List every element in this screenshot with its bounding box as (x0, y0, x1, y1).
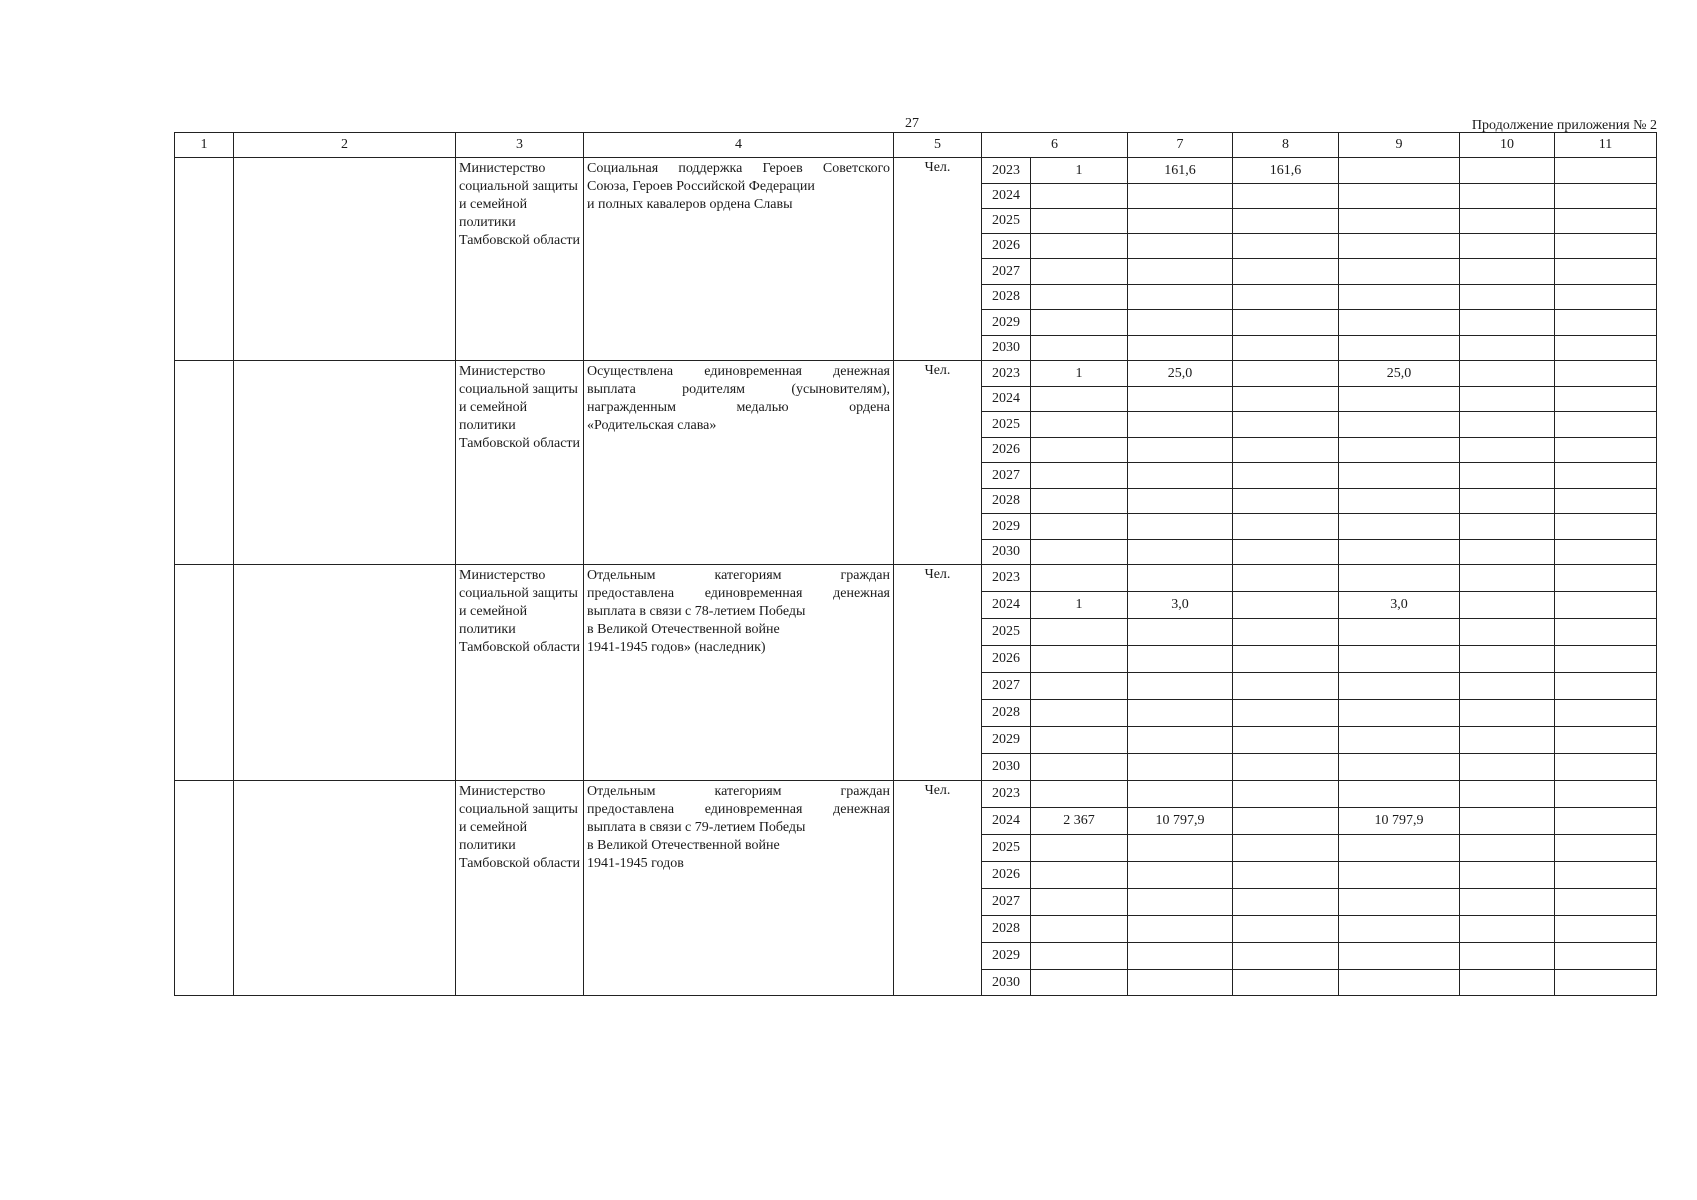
year-cell: 2030 (982, 970, 1031, 996)
description-cell (584, 158, 894, 361)
value-cell-9 (1339, 184, 1460, 209)
value-cell-9 (1339, 259, 1460, 285)
value-cell-9 (1339, 285, 1460, 310)
value-cell-7 (1128, 943, 1233, 970)
value-cell-6 (1031, 209, 1128, 234)
row-number-cell (175, 565, 234, 781)
value-cell-6 (1031, 646, 1128, 673)
table-row (175, 781, 1657, 808)
value-cell-11 (1555, 234, 1657, 259)
value-cell-6 (1031, 916, 1128, 943)
description-line: выплата в связи с 79-летием Победы (587, 820, 806, 835)
measure-name-cell (234, 158, 456, 361)
value-cell-7 (1128, 387, 1233, 412)
value-cell-8 (1233, 592, 1339, 619)
value-cell-7 (1128, 862, 1233, 889)
value-cell-6 (1031, 310, 1128, 336)
description-line: Социальная поддержка Героев Советского (587, 161, 890, 176)
year-cell: 2030 (982, 336, 1031, 361)
description-line: 1941-1945 годов» (наследник) (587, 640, 766, 655)
value-cell-9 (1339, 234, 1460, 259)
year-cell: 2029 (982, 727, 1031, 754)
value-cell-8 (1233, 412, 1339, 438)
value-cell-11 (1555, 970, 1657, 996)
value-cell-11 (1555, 184, 1657, 209)
value-cell-10 (1460, 970, 1555, 996)
value-cell-9 (1339, 209, 1460, 234)
value-cell-10 (1460, 158, 1555, 184)
description-cell (584, 781, 894, 996)
value-cell-7 (1128, 700, 1233, 727)
value-cell-10 (1460, 361, 1555, 387)
value-cell-6: 1 (1031, 592, 1128, 619)
value-cell-7 (1128, 835, 1233, 862)
value-cell-8 (1233, 285, 1339, 310)
value-cell-10 (1460, 514, 1555, 540)
year-cell: 2024 (982, 808, 1031, 835)
value-cell-9: 10 797,9 (1339, 808, 1460, 835)
value-cell-8 (1233, 754, 1339, 781)
value-cell-9 (1339, 619, 1460, 646)
table-body (175, 158, 1657, 996)
year-cell: 2026 (982, 862, 1031, 889)
value-cell-9 (1339, 489, 1460, 514)
value-cell-8: 161,6 (1233, 158, 1339, 184)
value-cell-11 (1555, 754, 1657, 781)
value-cell-11 (1555, 565, 1657, 592)
row-number-cell (175, 781, 234, 996)
value-cell-8 (1233, 835, 1339, 862)
column-header: 5 (894, 133, 982, 158)
value-cell-6: 1 (1031, 158, 1128, 184)
value-cell-7 (1128, 781, 1233, 808)
value-cell-10 (1460, 234, 1555, 259)
description-line: Отдельным категориям граждан (587, 568, 890, 583)
value-cell-6 (1031, 862, 1128, 889)
value-cell-6 (1031, 619, 1128, 646)
value-cell-9 (1339, 336, 1460, 361)
value-cell-7 (1128, 754, 1233, 781)
value-cell-9 (1339, 916, 1460, 943)
year-cell: 2029 (982, 310, 1031, 336)
value-cell-9 (1339, 970, 1460, 996)
value-cell-9 (1339, 438, 1460, 463)
year-cell: 2030 (982, 540, 1031, 565)
value-cell-9 (1339, 540, 1460, 565)
value-cell-7 (1128, 514, 1233, 540)
value-cell-11 (1555, 336, 1657, 361)
value-cell-11 (1555, 700, 1657, 727)
column-header: 4 (584, 133, 894, 158)
year-cell: 2027 (982, 673, 1031, 700)
value-cell-6 (1031, 489, 1128, 514)
value-cell-9 (1339, 463, 1460, 489)
value-cell-11 (1555, 285, 1657, 310)
value-cell-7 (1128, 184, 1233, 209)
year-cell: 2029 (982, 943, 1031, 970)
value-cell-9 (1339, 565, 1460, 592)
value-cell-11 (1555, 259, 1657, 285)
value-cell-10 (1460, 412, 1555, 438)
value-cell-8 (1233, 209, 1339, 234)
value-cell-10 (1460, 808, 1555, 835)
row-number-cell (175, 158, 234, 361)
value-cell-8 (1233, 234, 1339, 259)
description-line: выплата в связи с 78-летием Победы (587, 604, 806, 619)
value-cell-8 (1233, 336, 1339, 361)
value-cell-11 (1555, 646, 1657, 673)
value-cell-6: 1 (1031, 361, 1128, 387)
value-cell-8 (1233, 565, 1339, 592)
year-cell: 2028 (982, 285, 1031, 310)
value-cell-10 (1460, 754, 1555, 781)
value-cell-8 (1233, 646, 1339, 673)
year-cell: 2025 (982, 835, 1031, 862)
executor-cell: Министерство социальной защиты и семейной политики Тамбовской области (456, 158, 584, 361)
value-cell-10 (1460, 781, 1555, 808)
value-cell-6 (1031, 970, 1128, 996)
value-cell-7: 161,6 (1128, 158, 1233, 184)
year-cell: 2024 (982, 592, 1031, 619)
continuation-label: Продолжение приложения № 2 (1471, 118, 1657, 133)
value-cell-7 (1128, 646, 1233, 673)
value-cell-10 (1460, 285, 1555, 310)
row-number-cell (175, 361, 234, 565)
value-cell-10 (1460, 700, 1555, 727)
value-cell-9 (1339, 727, 1460, 754)
value-cell-7 (1128, 234, 1233, 259)
description-line: и полных кавалеров ордена Славы (587, 197, 793, 212)
value-cell-11 (1555, 361, 1657, 387)
value-cell-8 (1233, 489, 1339, 514)
value-cell-6 (1031, 727, 1128, 754)
value-cell-6: 2 367 (1031, 808, 1128, 835)
value-cell-7: 25,0 (1128, 361, 1233, 387)
value-cell-11 (1555, 540, 1657, 565)
value-cell-8 (1233, 310, 1339, 336)
value-cell-11 (1555, 673, 1657, 700)
value-cell-10 (1460, 646, 1555, 673)
value-cell-11 (1555, 412, 1657, 438)
value-cell-8 (1233, 781, 1339, 808)
description-line: Союза, Героев Российской Федерации (587, 179, 815, 194)
value-cell-11 (1555, 209, 1657, 234)
table-row (175, 158, 1657, 184)
column-number-row (175, 133, 1657, 158)
column-header: 1 (175, 133, 234, 158)
description-line: в Великой Отечественной войне (587, 838, 780, 853)
value-cell-7 (1128, 619, 1233, 646)
value-cell-7 (1128, 489, 1233, 514)
executor-cell: Министерство социальной защиты и семейной политики Тамбовской области (456, 565, 584, 781)
value-cell-10 (1460, 387, 1555, 412)
year-cell: 2026 (982, 646, 1031, 673)
value-cell-7: 3,0 (1128, 592, 1233, 619)
value-cell-6 (1031, 835, 1128, 862)
value-cell-6 (1031, 285, 1128, 310)
value-cell-9 (1339, 387, 1460, 412)
description-line: предоставлена единовременная денежная (587, 586, 890, 601)
year-cell: 2026 (982, 234, 1031, 259)
value-cell-11 (1555, 158, 1657, 184)
value-cell-8 (1233, 727, 1339, 754)
value-cell-10 (1460, 184, 1555, 209)
value-cell-9 (1339, 514, 1460, 540)
value-cell-9 (1339, 781, 1460, 808)
value-cell-9 (1339, 412, 1460, 438)
value-cell-7 (1128, 970, 1233, 996)
unit-cell: Чел. (894, 361, 982, 565)
value-cell-7 (1128, 336, 1233, 361)
value-cell-6 (1031, 438, 1128, 463)
value-cell-11 (1555, 489, 1657, 514)
value-cell-11 (1555, 781, 1657, 808)
value-cell-6 (1031, 754, 1128, 781)
table-row (175, 361, 1657, 387)
column-header: 8 (1233, 133, 1339, 158)
value-cell-10 (1460, 463, 1555, 489)
value-cell-6 (1031, 943, 1128, 970)
value-cell-8 (1233, 463, 1339, 489)
value-cell-6 (1031, 336, 1128, 361)
description-line: Осуществлена единовременная денежная (587, 364, 890, 379)
value-cell-8 (1233, 259, 1339, 285)
year-cell: 2027 (982, 259, 1031, 285)
value-cell-6 (1031, 540, 1128, 565)
year-cell: 2025 (982, 412, 1031, 438)
description-line: Отдельным категориям граждан (587, 784, 890, 799)
value-cell-9 (1339, 158, 1460, 184)
value-cell-10 (1460, 540, 1555, 565)
value-cell-6 (1031, 673, 1128, 700)
description-line: предоставлена единовременная денежная (587, 802, 890, 817)
value-cell-10 (1460, 438, 1555, 463)
value-cell-7 (1128, 540, 1233, 565)
measure-name-cell (234, 565, 456, 781)
value-cell-10 (1460, 889, 1555, 916)
year-cell: 2023 (982, 781, 1031, 808)
year-cell: 2027 (982, 889, 1031, 916)
year-cell: 2026 (982, 438, 1031, 463)
value-cell-9: 25,0 (1339, 361, 1460, 387)
value-cell-8 (1233, 387, 1339, 412)
year-cell: 2024 (982, 387, 1031, 412)
value-cell-9 (1339, 889, 1460, 916)
value-cell-10 (1460, 673, 1555, 700)
value-cell-8 (1233, 700, 1339, 727)
value-cell-6 (1031, 565, 1128, 592)
value-cell-10 (1460, 727, 1555, 754)
value-cell-11 (1555, 387, 1657, 412)
value-cell-8 (1233, 808, 1339, 835)
value-cell-8 (1233, 970, 1339, 996)
value-cell-8 (1233, 540, 1339, 565)
description-cell (584, 565, 894, 781)
value-cell-9 (1339, 310, 1460, 336)
value-cell-11 (1555, 310, 1657, 336)
value-cell-8 (1233, 916, 1339, 943)
value-cell-11 (1555, 592, 1657, 619)
column-header: 2 (234, 133, 456, 158)
column-header: 9 (1339, 133, 1460, 158)
value-cell-7 (1128, 727, 1233, 754)
value-cell-7 (1128, 565, 1233, 592)
value-cell-10 (1460, 209, 1555, 234)
column-header: 6 (982, 133, 1128, 158)
value-cell-11 (1555, 889, 1657, 916)
value-cell-10 (1460, 619, 1555, 646)
value-cell-9 (1339, 754, 1460, 781)
value-cell-8 (1233, 619, 1339, 646)
value-cell-10 (1460, 592, 1555, 619)
year-cell: 2023 (982, 158, 1031, 184)
value-cell-8 (1233, 514, 1339, 540)
value-cell-10 (1460, 943, 1555, 970)
value-cell-11 (1555, 916, 1657, 943)
value-cell-9 (1339, 943, 1460, 970)
value-cell-6 (1031, 463, 1128, 489)
value-cell-9: 3,0 (1339, 592, 1460, 619)
value-cell-8 (1233, 184, 1339, 209)
value-cell-6 (1031, 514, 1128, 540)
value-cell-9 (1339, 673, 1460, 700)
value-cell-7 (1128, 889, 1233, 916)
value-cell-6 (1031, 259, 1128, 285)
value-cell-10 (1460, 835, 1555, 862)
value-cell-7 (1128, 438, 1233, 463)
value-cell-7 (1128, 310, 1233, 336)
value-cell-9 (1339, 646, 1460, 673)
unit-cell: Чел. (894, 781, 982, 996)
value-cell-10 (1460, 489, 1555, 514)
value-cell-6 (1031, 781, 1128, 808)
value-cell-6 (1031, 700, 1128, 727)
value-cell-10 (1460, 565, 1555, 592)
value-cell-7: 10 797,9 (1128, 808, 1233, 835)
measure-name-cell (234, 781, 456, 996)
value-cell-6 (1031, 184, 1128, 209)
value-cell-6 (1031, 889, 1128, 916)
value-cell-9 (1339, 700, 1460, 727)
value-cell-8 (1233, 673, 1339, 700)
appendix-table (174, 132, 1657, 996)
year-cell: 2025 (982, 619, 1031, 646)
executor-cell: Министерство социальной защиты и семейной политики Тамбовской области (456, 361, 584, 565)
year-cell: 2023 (982, 361, 1031, 387)
value-cell-11 (1555, 619, 1657, 646)
year-cell: 2029 (982, 514, 1031, 540)
value-cell-8 (1233, 438, 1339, 463)
value-cell-11 (1555, 438, 1657, 463)
value-cell-7 (1128, 285, 1233, 310)
page-number: 27 (905, 116, 919, 131)
measure-name-cell (234, 361, 456, 565)
year-cell: 2028 (982, 489, 1031, 514)
value-cell-11 (1555, 463, 1657, 489)
year-cell: 2024 (982, 184, 1031, 209)
value-cell-6 (1031, 412, 1128, 438)
value-cell-10 (1460, 336, 1555, 361)
value-cell-11 (1555, 808, 1657, 835)
year-cell: 2028 (982, 916, 1031, 943)
description-line: «Родительская слава» (587, 418, 717, 433)
value-cell-7 (1128, 673, 1233, 700)
value-cell-10 (1460, 916, 1555, 943)
column-header: 3 (456, 133, 584, 158)
description-line: выплата родителям (усыновителям), (587, 382, 890, 397)
value-cell-10 (1460, 310, 1555, 336)
value-cell-7 (1128, 916, 1233, 943)
value-cell-8 (1233, 889, 1339, 916)
value-cell-7 (1128, 463, 1233, 489)
column-header: 7 (1128, 133, 1233, 158)
description-line: в Великой Отечественной войне (587, 622, 780, 637)
value-cell-8 (1233, 943, 1339, 970)
year-cell: 2028 (982, 700, 1031, 727)
description-line: награжденным медалью ордена (587, 400, 890, 415)
value-cell-8 (1233, 862, 1339, 889)
unit-cell: Чел. (894, 158, 982, 361)
column-header: 10 (1460, 133, 1555, 158)
value-cell-6 (1031, 234, 1128, 259)
value-cell-11 (1555, 727, 1657, 754)
year-cell: 2023 (982, 565, 1031, 592)
executor-cell: Министерство социальной защиты и семейной политики Тамбовской области (456, 781, 584, 996)
value-cell-7 (1128, 412, 1233, 438)
unit-cell: Чел. (894, 565, 982, 781)
value-cell-6 (1031, 387, 1128, 412)
year-cell: 2025 (982, 209, 1031, 234)
year-cell: 2030 (982, 754, 1031, 781)
value-cell-11 (1555, 514, 1657, 540)
value-cell-7 (1128, 259, 1233, 285)
value-cell-8 (1233, 361, 1339, 387)
value-cell-10 (1460, 862, 1555, 889)
table-row (175, 565, 1657, 592)
value-cell-7 (1128, 209, 1233, 234)
value-cell-11 (1555, 835, 1657, 862)
value-cell-10 (1460, 259, 1555, 285)
column-header: 11 (1555, 133, 1657, 158)
year-cell: 2027 (982, 463, 1031, 489)
value-cell-11 (1555, 943, 1657, 970)
value-cell-9 (1339, 862, 1460, 889)
value-cell-11 (1555, 862, 1657, 889)
description-line: 1941-1945 годов (587, 856, 684, 871)
value-cell-9 (1339, 835, 1460, 862)
description-cell (584, 361, 894, 565)
